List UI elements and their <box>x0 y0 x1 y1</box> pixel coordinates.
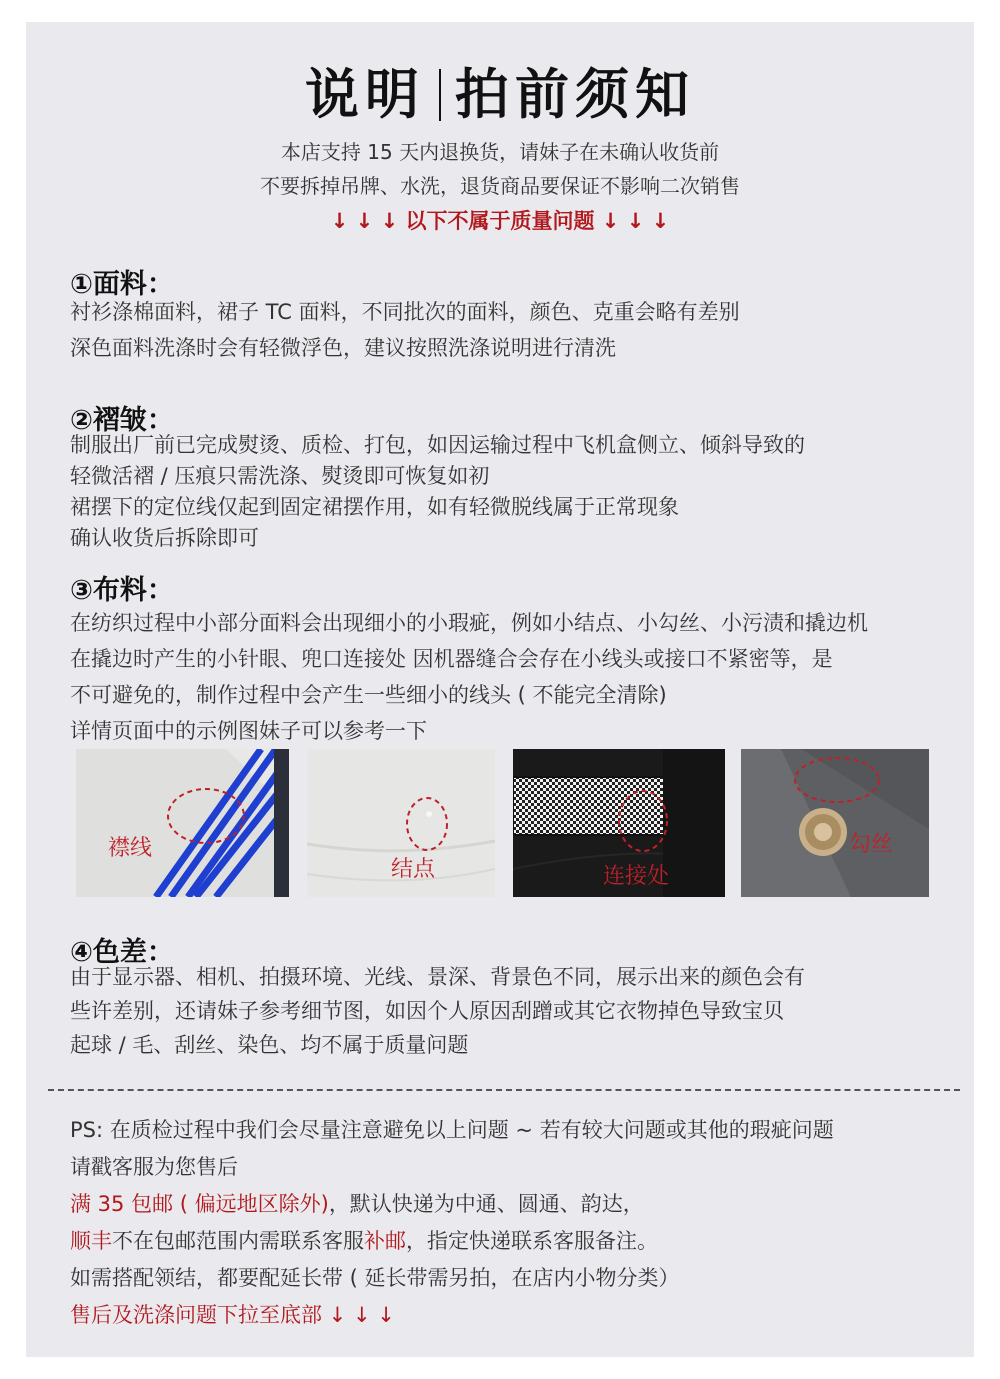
section-line: 轻微活褶 / 压痕只需洗涤、熨烫即可恢复如初 <box>70 464 490 488</box>
title-right: 拍前须知 <box>455 63 695 126</box>
ps-text: ，指定快递联系客服备注。 <box>406 1229 658 1253</box>
section-fabric-title: ①面料： <box>70 269 174 300</box>
section-line: 由于显示器、相机、拍摄环境、光线、景深、背景色不同，展示出来的颜色会有 <box>70 965 805 989</box>
ps-line <box>70 1223 834 1260</box>
section-color-title: ④色差： <box>70 937 174 968</box>
hem-stitch-image <box>76 749 289 897</box>
photo-joint <box>513 749 725 897</box>
section-line: 起球 / 毛、刮丝、染色、均不属于质量问题 <box>70 1033 469 1057</box>
ps-notes <box>70 1112 834 1334</box>
section-line: 衬衫涤棉面料，裙子 TC 面料，不同批次的面料，颜色、克重会略有差别 <box>70 300 740 324</box>
ps-text: ，默认快递为中通、圆通、韵达， <box>328 1192 644 1216</box>
photo-caption: 襟线 <box>108 836 153 861</box>
section-cloth-title: ③布料： <box>70 575 174 606</box>
after-sales-note: 售后及洗涤问题下拉至底部 ↓ ↓ ↓ <box>70 1303 395 1327</box>
section-line: 深色面料洗涤时会有轻微浮色，建议按照洗涤说明进行清洗 <box>70 336 616 360</box>
ps-line <box>70 1186 834 1223</box>
intro-line-1: 本店支持 15 天内退换货，请妹子在未确认收货前 <box>280 140 720 164</box>
photo-snag <box>741 749 929 897</box>
section-wrinkle-text <box>70 430 950 554</box>
section-cloth-text <box>70 605 950 749</box>
title-left: 说明 <box>305 63 425 126</box>
section-line: 些许差别，还请妹子参考细节图，如因个人原因刮蹭或其它衣物掉色导致宝贝 <box>70 999 784 1023</box>
photo-caption: 勾丝 <box>849 832 894 857</box>
section-line: 详情页面中的示例图妹子可以参考一下 <box>70 719 427 743</box>
extra-postage-note: 补邮 <box>364 1229 406 1253</box>
section-fabric-text <box>70 297 950 364</box>
title-divider <box>439 69 441 121</box>
sf-express-note: 顺丰 <box>70 1229 112 1253</box>
snag-image <box>741 749 929 897</box>
quality-notice: ↓ ↓ ↓ 以下不属于质量问题 ↓ ↓ ↓ <box>330 209 670 233</box>
photo-caption: 结点 <box>391 857 436 882</box>
dashed-divider <box>48 1089 960 1091</box>
ps-line: 如需搭配领结，都要配延长带 ( 延长带需另拍，在店内小物分类） <box>70 1266 680 1290</box>
section-line: 在撬边时产生的小针眼、兜口连接处 因机器缝合会存在小线头或接口不紧密等，是 <box>70 647 833 671</box>
section-wrinkle-title: ②褶皱： <box>70 405 174 436</box>
photo-knot <box>307 749 495 897</box>
section-line: 在纺织过程中小部分面料会出现细小的小瑕疵，例如小结点、小勾丝、小污渍和撬边机 <box>70 611 868 635</box>
section-line: 制服出厂前已完成熨烫、质检、打包，如因运输过程中飞机盒侧立、倾斜导致的 <box>70 433 805 457</box>
photo-caption: 连接处 <box>603 864 670 889</box>
photo-hem-stitch <box>76 749 289 897</box>
ps-text: 不在包邮范围内需联系客服 <box>112 1229 364 1253</box>
section-color-text <box>70 960 950 1062</box>
ps-line: 请戳客服为您售后 <box>70 1155 238 1179</box>
intro-line-2: 不要拆掉吊牌、水洗，退货商品要保证不影响二次销售 <box>260 174 740 198</box>
section-line: 确认收货后拆除即可 <box>70 526 259 550</box>
page-title <box>0 52 1000 129</box>
section-line: 不可避免的，制作过程中会产生一些细小的线头 ( 不能完全清除) <box>70 683 667 707</box>
free-shipping-note: 满 35 包邮 ( 偏远地区除外) <box>70 1192 329 1216</box>
section-line: 裙摆下的定位线仅起到固定裙摆作用，如有轻微脱线属于正常现象 <box>70 495 679 519</box>
ps-line: PS: 在质检过程中我们会尽量注意避免以上问题 ~ 若有较大问题或其他的瑕疵问题 <box>70 1118 834 1142</box>
